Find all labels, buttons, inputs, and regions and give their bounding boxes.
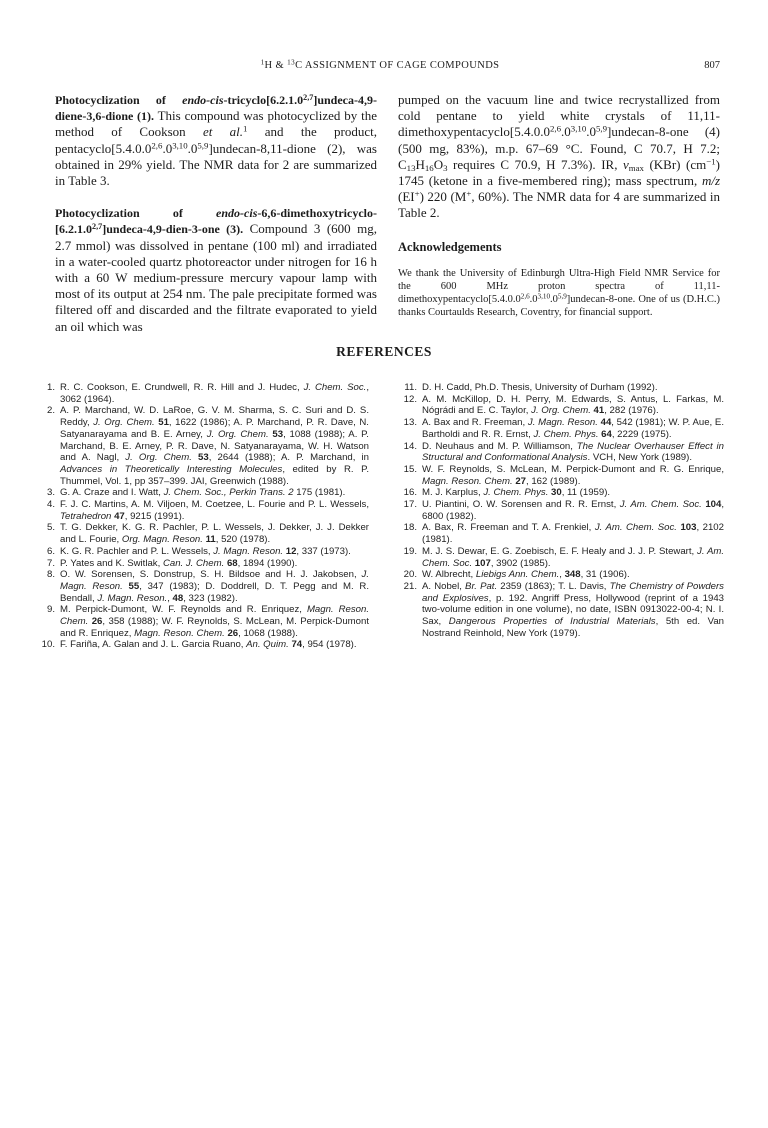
- reference-text: P. Yates and K. Switlak, Can. J. Chem. 68, 1894 (1990).: [60, 557, 298, 569]
- reference-text: A. P. Marchand, W. D. LaRoe, G. V. M. Sharma, S. C. Suri and D. S. Reddy, J. Org. Chem. 51, 1622 (1986); A. P. Marchand, P. R. Dave, N. Satyanarayama and B. E. Arney, J. Org. Chem. 53, 1088 (1988); A. P. Marchand, B. E. Arney, P. R. Dave, N. Satyanarayama, W. H. Watson and A. Nagl, J. Org. Chem. 53, 2644 (1988); A. P. Marchand, in Advances in Theoretically Interesting Molecules, edited by R. P. Thummel, Vol. 1, pp 357–399. JAI, Greenwich (1988).: [60, 405, 369, 487]
- reference-text: F. J. C. Martins, A. M. Viljoen, M. Coetzee, L. Fourie and P. L. Wessels, Tetrahedron 47, 9215 (1991).: [60, 499, 369, 522]
- reference-item: [398, 441, 724, 464]
- reference-item: [36, 558, 369, 570]
- page-number: 807: [704, 60, 720, 71]
- reference-number: 7.: [46, 557, 55, 569]
- reference-number: 19.: [403, 545, 417, 557]
- reference-text: D. H. Cadd, Ph.D. Thesis, University of Durham (1992).: [422, 382, 658, 393]
- reference-number: 2.: [46, 405, 55, 417]
- reference-text: M. Perpick-Dumont, W. F. Reynolds and R. Enriquez, Magn. Reson. Chem. 26, 358 (1988); W. F. Reynolds, S. McLean, M. Perpick-Dumont and R. Enriquez, Magn. Reson. Chem. 26, 1068 (1988).: [60, 604, 370, 639]
- reference-number: 9.: [46, 604, 55, 616]
- reference-item: [36, 522, 369, 545]
- acknowledgements-text: We thank the University of Edinburgh Ultra-High Field NMR Service for the 600 MHz proton spectra of 11,11-dimethoxypentacyclo[5.4.0.0$^{2,6}$.0$^{3,10}$.0$^{5,9}$]undecan-8-one. One of us (D.H.C.) thanks Courtaulds Research, Coventry, for financial support.: [398, 267, 720, 319]
- reference-text: M. J. Karplus, J. Chem. Phys. 30, 11 (1959).: [422, 487, 611, 499]
- reference-item: [36, 382, 369, 405]
- reference-number: 18.: [403, 522, 417, 534]
- reference-item: [398, 382, 724, 394]
- reference-text: R. C. Cookson, E. Crundwell, R. R. Hill and J. Hudec, J. Chem. Soc., 3062 (1964).: [60, 382, 369, 405]
- reference-text: K. G. R. Pachler and P. L. Wessels, J. Magn. Reson. 12, 337 (1973).: [60, 545, 351, 557]
- reference-item: [398, 394, 724, 417]
- reference-item: [398, 464, 724, 487]
- reference-number: 14.: [403, 440, 417, 452]
- photocyclization-compound-3-paragraph: Photocyclization of endo-cis-6,6-dimethoxytricyclo-[6.2.1.0$^{2,7}$]undeca-4,9-dien-3-one (3). Compound 3 (600 mg, 2.7 mmol) was dissolved in pentane (100 ml) and irradiated in a water-cooled quartz photoreactor under nitrogen for 16 h with a 60 W medium-pressure mercury vapour lamp with most of its output at 254 nm. The pale precipitate formed was filtered off and discarded and the filtrate evaporated to yield an oil which was: [55, 206, 377, 334]
- reference-item: [398, 546, 724, 569]
- reference-text: G. A. Craze and I. Watt, J. Chem. Soc., Perkin Trans. 2 175 (1981).: [60, 487, 346, 499]
- reference-item: [36, 546, 369, 558]
- right-text-column: [398, 92, 720, 319]
- reference-number: 17.: [403, 499, 417, 511]
- reference-text: A. M. McKillop, D. H. Perry, M. Edwards, S. Antus, L. Farkas, M. Nógrádi and E. C. Taylor, J. Org. Chem. 41, 282 (1976).: [422, 393, 724, 417]
- reference-item: [36, 487, 369, 499]
- reference-item: [398, 522, 724, 545]
- reference-number: 13.: [403, 417, 417, 429]
- reference-item: [398, 417, 724, 440]
- reference-item: [36, 569, 369, 604]
- left-text-column: [55, 92, 377, 351]
- reference-number: 6.: [46, 545, 55, 557]
- reference-number: 4.: [46, 499, 55, 511]
- reference-text: M. J. S. Dewar, E. G. Zoebisch, E. F. Healy and J. J. P. Stewart, J. Am. Chem. Soc. 107, 3902 (1985).: [422, 545, 725, 569]
- reference-number: 16.: [403, 487, 417, 499]
- reference-text: A. Bax and R. Freeman, J. Magn. Reson. 44, 542 (1981); W. P. Aue, E. Bartholdi and R. R. Ernst, J. Chem. Phys. 64, 2229 (1975).: [422, 417, 724, 440]
- acknowledgements-heading: Acknowledgements: [398, 239, 502, 254]
- reference-item: [36, 405, 369, 487]
- reference-item: [36, 499, 369, 522]
- reference-text: W. Albrecht, Liebigs Ann. Chem., 348, 31 (1906).: [422, 569, 630, 581]
- reference-number: 11.: [404, 382, 417, 393]
- reference-text: U. Piantini, O. W. Sorensen and R. R. Ernst, J. Am. Chem. Soc. 104, 6800 (1982).: [422, 499, 724, 522]
- reference-number: 12.: [403, 393, 417, 405]
- reference-number: 8.: [46, 569, 55, 581]
- reference-text: W. F. Reynolds, S. McLean, M. Perpick-Dumont and R. G. Enrique, Magn. Reson. Chem. 27, 162 (1989).: [422, 463, 724, 487]
- reference-number: 21.: [403, 580, 417, 592]
- reference-item: [398, 487, 724, 499]
- references-heading: REFERENCES: [336, 344, 432, 359]
- reference-text: O. W. Sorensen, S. Donstrup, S. H. Bildsoe and H. J. Jakobsen, J. Magn. Reson. 55, 347 (1983); D. Doddrell, D. T. Pegg and M. R. Bendall, J. Magn. Reson., 48, 323 (1982).: [60, 569, 370, 604]
- reference-item: [36, 604, 369, 639]
- reference-item: [398, 569, 724, 581]
- reference-text: F. Fariña, A. Galan and J. L. Garcia Ruano, An. Quim. 74, 954 (1978).: [60, 639, 357, 651]
- reference-item: [36, 639, 369, 651]
- reference-text: T. G. Dekker, K. G. R. Pachler, P. L. Wessels, J. Dekker, J. J. Dekker and L. Fourie, Org. Magn. Reson. 11, 520 (1978).: [60, 522, 369, 546]
- reference-number: 1.: [46, 382, 55, 393]
- reference-text: A. Bax, R. Freeman and T. A. Frenkiel, J. Am. Chem. Soc. 103, 2102 (1981).: [422, 522, 724, 546]
- reference-number: 3.: [46, 487, 55, 499]
- reference-number: 5.: [46, 522, 55, 534]
- photocyclization-compound-1-paragraph: Photocyclization of endo-cis-tricyclo[6.2.1.0$^{2,7}$]undeca-4,9-diene-3,6-dione (1). This compound was photocyclized by the method of Cookson et al.$^1$ and the product, pentacyclo[5.4.0.0$^{2,6}$.0$^{3,10}$.0$^{5,9}$]undecan-8,11-dione (2), was obtained in 29% yield. The NMR data for 2 are summarized in Table 3.: [55, 92, 378, 189]
- reference-number: 20.: [403, 569, 417, 581]
- reference-text: A. Nobel, Br. Pat. 2359 (1863); T. L. Davis, The Chemistry of Powders and Explosives, p. 192. Angriff Press, Hollywood (reprint of a 1943 two-volume edition in one volume), no date, ISBN 0913022-00-4; N. I. Sax, Dangerous Properties of Industrial Materials, 5th ed. Van Nostrand Reinhold, New York (1979).: [422, 580, 724, 639]
- references-list-right: [398, 382, 724, 639]
- reference-number: 10.: [41, 639, 55, 651]
- reference-item: [398, 581, 724, 640]
- reference-item: [398, 499, 724, 522]
- references-list-left: [36, 382, 369, 651]
- reference-number: 15.: [403, 463, 417, 475]
- continued-experimental-paragraph: pumped on the vacuum line and twice recrystallized from cold pentane to yield white crystals of 11,11-dimethoxypentacyclo[5.4.0.0$^{2,6}$.0$^{3,10}$.0$^{5,9}$]undecan-8-one (4) (500 mg, 83%), m.p. 67–69 °C. Found, C 70.7, H 7.2; $C_{13}H_{16}O_3$ requires C 70.9, H 7.3%). IR, $\nu_{max}$ (KBr) $(cm^{-1})$ 1745 (ketone in a five-membered ring); mass spectrum, m/z (EI+) 220 (M+, 60%). The NMR data for 4 are summarized in Table 2.: [398, 92, 721, 221]
- reference-text: D. Neuhaus and M. P. Williamson, The Nuclear Overhauser Effect in Structural and Conformational Analysis. VCH, New York (1989).: [422, 440, 724, 464]
- running-header-title: $^1$H & $^{13}$C ASSIGNMENT OF CAGE COMPOUNDS: [260, 58, 500, 71]
